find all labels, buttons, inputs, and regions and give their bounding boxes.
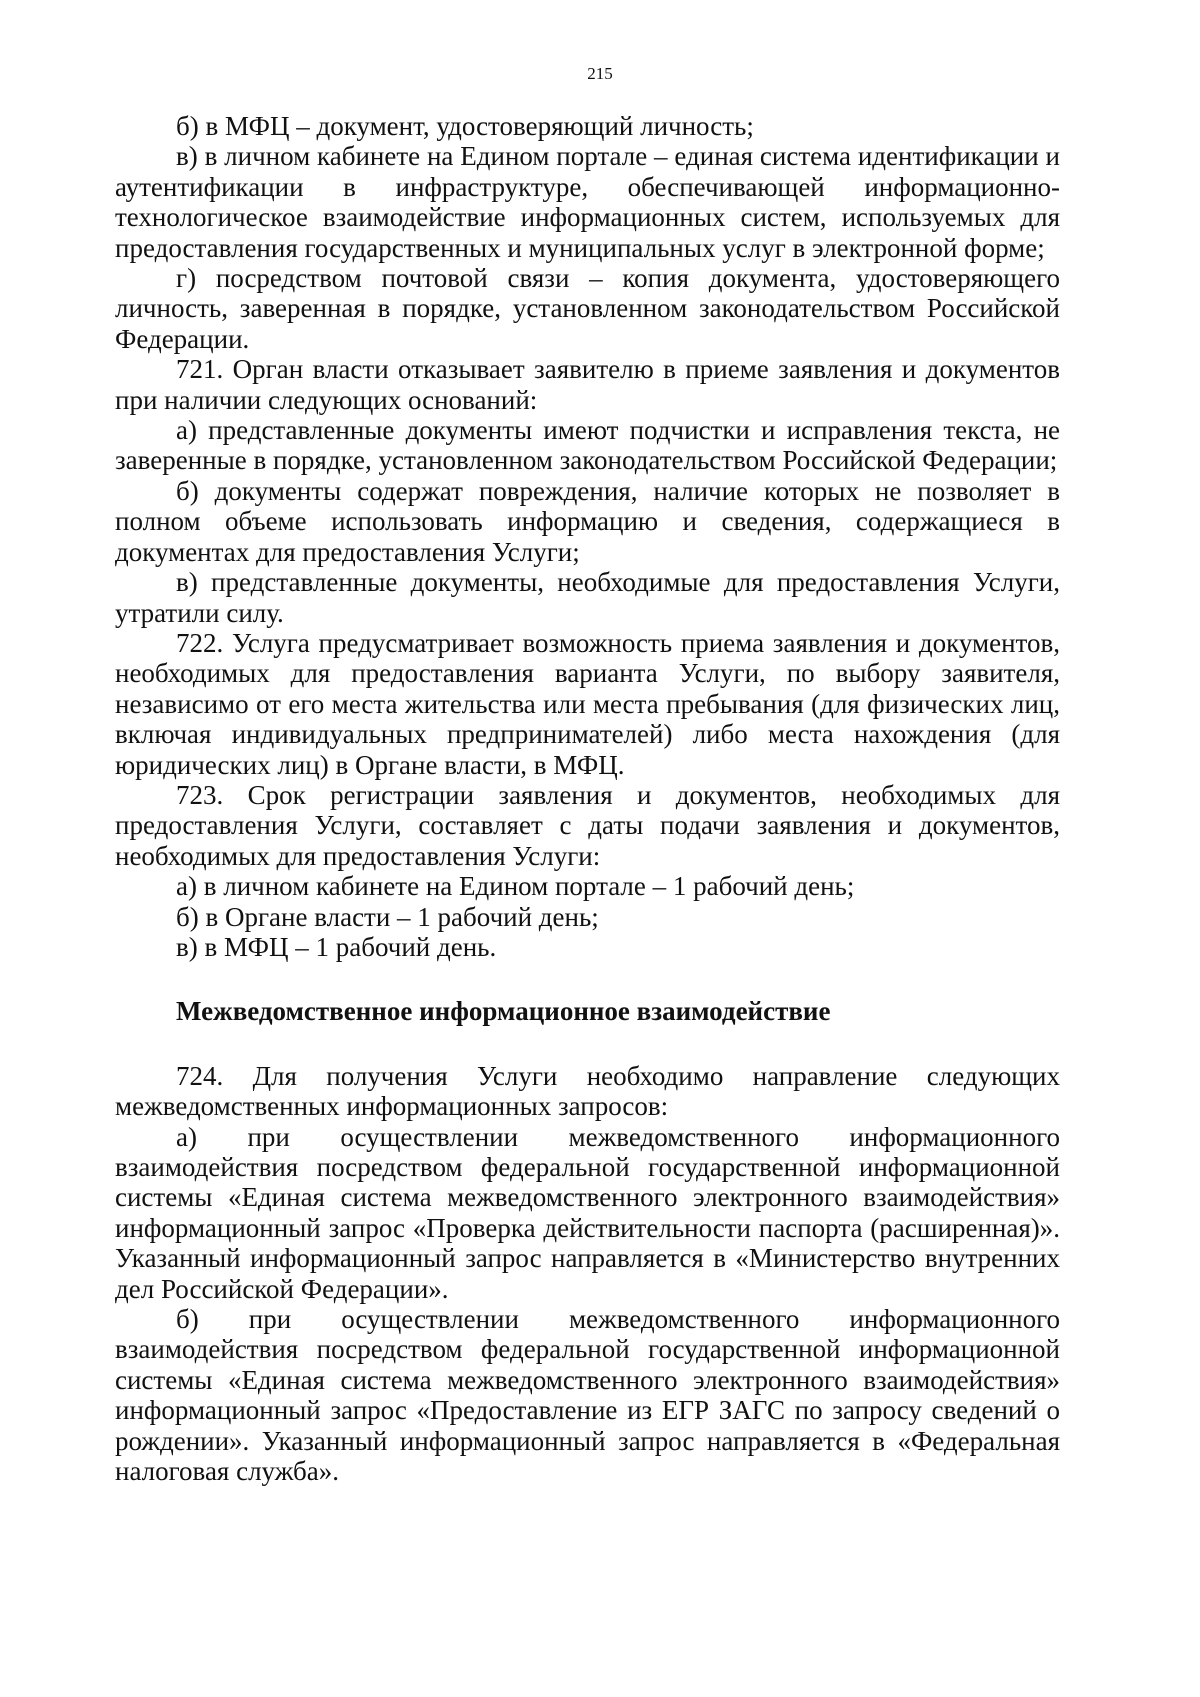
paragraph-722: 722. Услуга предусматривает возможность приема заявления и документов, необходимых для предоставления варианта Услуги, по выбору заявителя, независимо от его места жительства или места пребывания (для физических лиц, включая индивидуальных предпринимателей) либо места нахождения (для юридических лиц) в Органе власти, в МФЦ. <box>115 627 1060 780</box>
paragraph-724: 724. Для получения Услуги необходимо направление следующих межведомственных информационных запросов: <box>115 1060 1060 1122</box>
paragraph-723-c: в) в МФЦ – 1 рабочий день. <box>176 931 497 962</box>
paragraph-identity-mfc: б) в МФЦ – документ, удостоверяющий личность; <box>176 111 754 141</box>
paragraph-723: 723. Срок регистрации заявления и документов, необходимых для предоставления Услуги, составляет с даты подачи заявления и документов, необходимых для предоставления Услуги: <box>115 779 1060 871</box>
paragraph-724-b: б) при осуществлении межведомственного информационного взаимодействия посредством федеральной государственной информационной системы «Единая система межведомственного электронного взаимодействия» информационный запрос «Предоставление из ЕГР ЗАГС по запросу сведений о рождении». Указанный информационный запрос направляется в «Федеральная налоговая служба». <box>115 1304 1060 1487</box>
paragraph-724-a: а) при осуществлении межведомственного информационного взаимодействия посредством федеральной государственной информационной системы «Единая система межведомственного электронного взаимодействия» информационный запрос «Проверка действительности паспорта (расширенная)». Указанный информационный запрос направляется в «Министерство внутренних дел Российской Федерации». <box>115 1121 1060 1304</box>
paragraph-721-b: б) документы содержат повреждения, наличие которых не позволяет в полном объеме использовать информацию и сведения, содержащиеся в документах для предоставления Услуги; <box>115 475 1060 567</box>
paragraph-identity-post: г) посредством почтовой связи – копия документа, удостоверяющего личность, заверенная в порядке, установленном законодательством Российской Федерации. <box>115 263 1060 354</box>
paragraph-723-a: а) в личном кабинете на Едином портале – 1 рабочий день; <box>176 871 855 902</box>
paragraph-identity-portal: в) в личном кабинете на Едином портале – единая система идентификации и аутентификации в инфраструктуре, обеспечивающей информационно-технологическое взаимодействие информационных систем, используемых для предоставления государственных и муниципальных услуг в электронной форме; <box>115 141 1060 263</box>
paragraph-721-c: в) представленные документы, необходимые для предоставления Услуги, утратили силу. <box>115 567 1060 628</box>
paragraph-721: 721. Орган власти отказывает заявителю в приеме заявления и документов при наличии следующих оснований: <box>115 354 1060 415</box>
section-heading: Межведомственное информационное взаимодействие <box>176 996 831 1027</box>
page-number: 215 <box>587 64 613 83</box>
paragraph-721-a: а) представленные документы имеют подчистки и исправления текста, не заверенные в порядке, установленном законодательством Российской Федерации; <box>115 415 1060 476</box>
paragraph-723-b: б) в Органе власти – 1 рабочий день; <box>176 901 599 932</box>
document-body <box>115 111 1060 1486</box>
